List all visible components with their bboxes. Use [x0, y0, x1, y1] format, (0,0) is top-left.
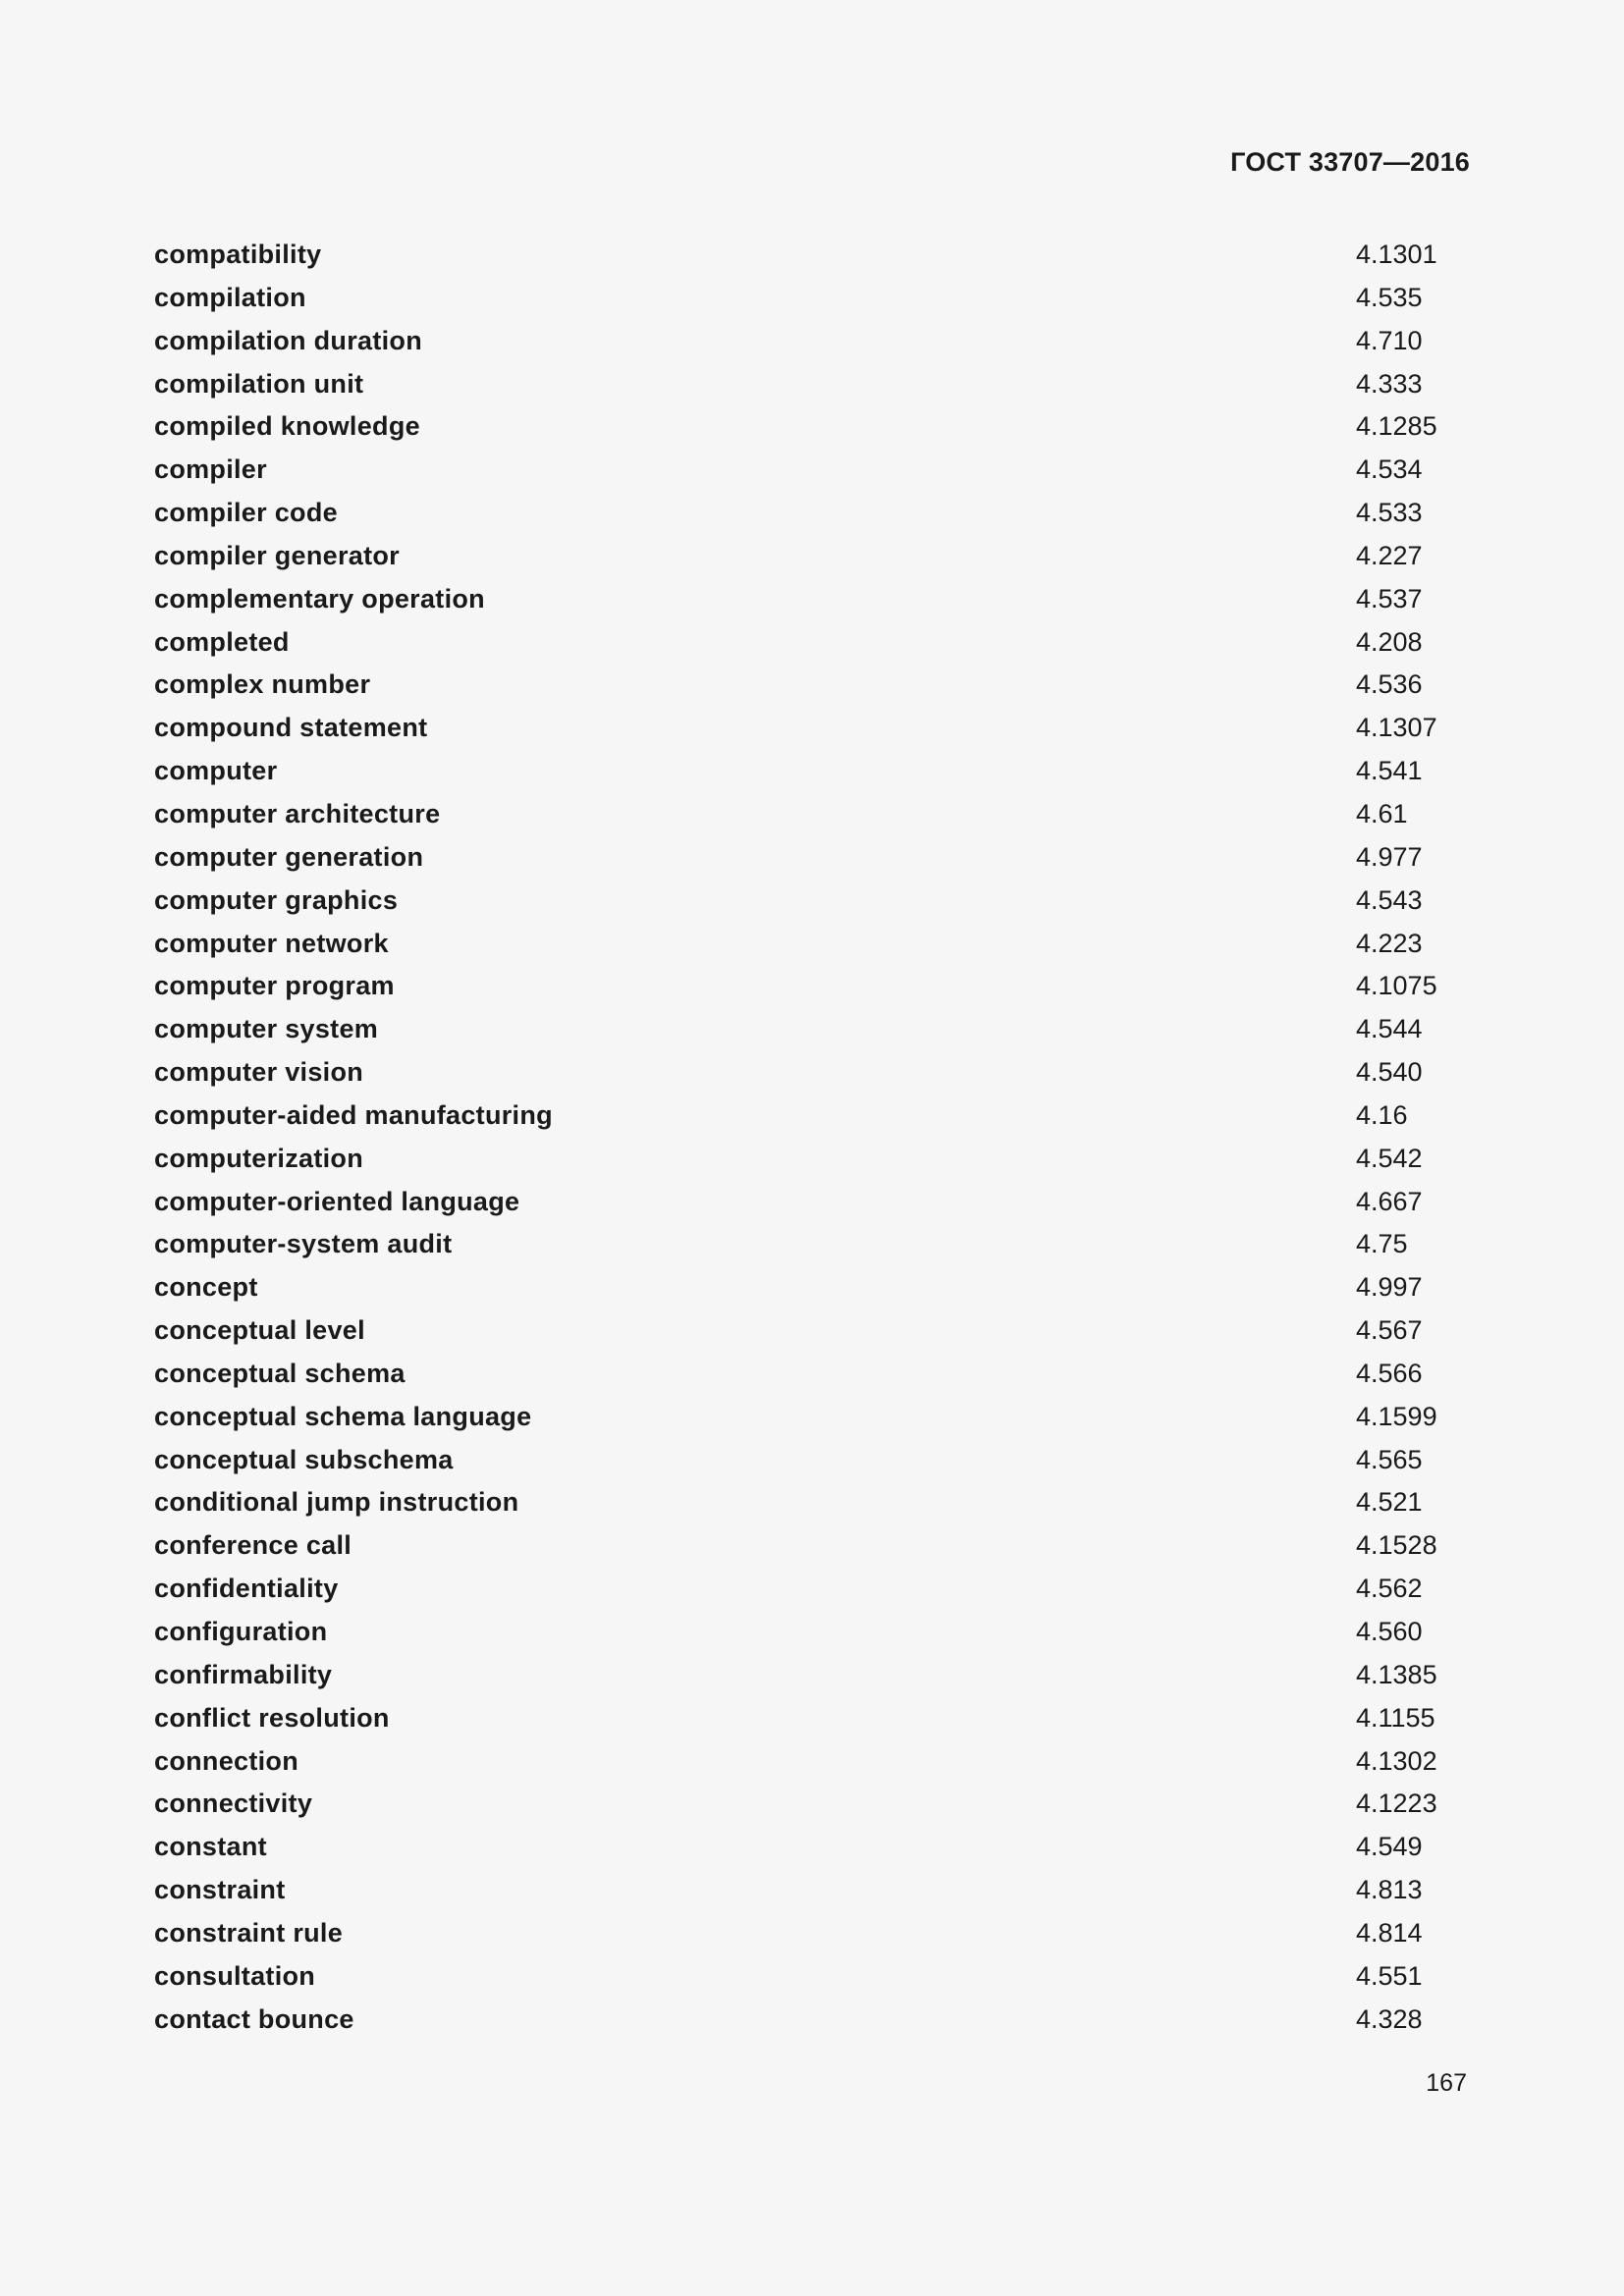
index-term: consultation	[154, 1960, 316, 1991]
index-term: conditional jump instruction	[154, 1487, 519, 1518]
index-term: conceptual schema	[154, 1358, 406, 1388]
index-entry	[154, 1912, 1470, 1955]
index-entry	[154, 1740, 1470, 1784]
index-reference: 4.565	[1356, 1444, 1423, 1474]
index-reference: 4.997	[1356, 1272, 1423, 1303]
index-term: conference call	[154, 1530, 352, 1561]
index-reference: 4.560	[1356, 1617, 1423, 1646]
index-reference: 4.1155	[1356, 1702, 1435, 1733]
index-term: compiler generator	[154, 540, 400, 570]
index-reference: 4.1301	[1356, 240, 1437, 269]
index-reference: 4.208	[1356, 626, 1423, 657]
term-index-list	[154, 234, 1470, 2041]
index-term: compilation	[154, 282, 306, 312]
index-term: computerization	[154, 1143, 364, 1173]
page-number: 167	[1426, 2069, 1467, 2097]
index-entry	[154, 535, 1470, 578]
index-reference: 4.1599	[1356, 1401, 1437, 1431]
index-term: computer system	[154, 1014, 379, 1044]
index-reference: 4.813	[1356, 1875, 1423, 1905]
index-term: computer program	[154, 971, 395, 1001]
index-entry	[154, 1266, 1470, 1309]
index-entry	[154, 1869, 1470, 1912]
index-entry	[154, 1826, 1470, 1869]
index-reference: 4.551	[1356, 1960, 1423, 1991]
index-reference: 4.521	[1356, 1487, 1423, 1518]
index-entry	[154, 1095, 1470, 1138]
index-reference: 4.567	[1356, 1315, 1423, 1346]
index-term: computer vision	[154, 1057, 364, 1088]
index-term: computer generation	[154, 841, 424, 872]
index-reference: 4.710	[1356, 325, 1423, 355]
index-term: constraint	[154, 1875, 286, 1905]
index-reference: 4.223	[1356, 928, 1423, 958]
index-entry	[154, 707, 1470, 750]
index-entry	[154, 578, 1470, 621]
index-term: conflict resolution	[154, 1702, 390, 1733]
index-entry	[154, 1138, 1470, 1181]
index-term: computer	[154, 756, 278, 786]
index-entry	[154, 664, 1470, 707]
index-reference: 4.537	[1356, 583, 1423, 614]
index-reference: 4.667	[1356, 1186, 1423, 1216]
index-reference: 4.1075	[1356, 971, 1437, 1001]
document-header: ГОСТ 33707—2016	[1230, 147, 1470, 177]
index-entry	[154, 1008, 1470, 1051]
index-term: constant	[154, 1832, 267, 1862]
index-reference: 4.1307	[1356, 713, 1437, 743]
index-term: conceptual schema language	[154, 1401, 532, 1431]
index-entry	[154, 1955, 1470, 1999]
index-entry	[154, 880, 1470, 923]
index-reference: 4.1528	[1356, 1530, 1437, 1561]
index-term: compound statement	[154, 713, 428, 743]
index-reference: 4.541	[1356, 756, 1423, 786]
index-entry	[154, 1568, 1470, 1611]
index-entry	[154, 1051, 1470, 1095]
index-reference: 4.977	[1356, 841, 1423, 872]
index-term: computer architecture	[154, 798, 441, 828]
index-term: computer network	[154, 928, 389, 958]
index-entry	[154, 1181, 1470, 1224]
index-reference: 4.227	[1356, 540, 1423, 570]
index-reference: 4.534	[1356, 454, 1423, 485]
index-entry	[154, 405, 1470, 449]
index-reference: 4.1302	[1356, 1745, 1437, 1776]
index-term: compilation unit	[154, 368, 364, 399]
index-reference: 4.549	[1356, 1832, 1423, 1862]
index-term: completed	[154, 626, 290, 657]
index-entry	[154, 1783, 1470, 1826]
index-reference: 4.566	[1356, 1358, 1423, 1388]
index-term: compiled knowledge	[154, 411, 420, 442]
index-entry	[154, 1309, 1470, 1353]
index-reference: 4.533	[1356, 498, 1423, 528]
index-entry	[154, 1353, 1470, 1396]
index-term: compilation duration	[154, 325, 422, 355]
index-reference: 4.333	[1356, 368, 1423, 399]
index-entry	[154, 1654, 1470, 1697]
index-reference: 4.16	[1356, 1099, 1408, 1130]
index-term: confidentiality	[154, 1574, 339, 1604]
index-reference: 4.1223	[1356, 1789, 1437, 1819]
index-term: computer-oriented language	[154, 1186, 520, 1216]
index-reference: 4.562	[1356, 1574, 1423, 1604]
index-term: concept	[154, 1272, 258, 1303]
index-term: confirmability	[154, 1659, 333, 1689]
index-entry	[154, 793, 1470, 836]
index-entry	[154, 1439, 1470, 1482]
index-term: conceptual level	[154, 1315, 365, 1346]
index-term: complex number	[154, 669, 371, 700]
index-term: computer-aided manufacturing	[154, 1099, 553, 1130]
index-term: compiler code	[154, 498, 338, 528]
index-reference: 4.543	[1356, 884, 1423, 915]
index-entry	[154, 1611, 1470, 1654]
index-term: constraint rule	[154, 1917, 344, 1948]
index-reference: 4.61	[1356, 798, 1408, 828]
index-entry	[154, 234, 1470, 277]
index-term: configuration	[154, 1617, 328, 1646]
index-entry	[154, 621, 1470, 665]
index-entry	[154, 320, 1470, 363]
index-term: compiler	[154, 454, 267, 485]
index-term: computer-system audit	[154, 1229, 453, 1259]
index-reference: 4.814	[1356, 1917, 1423, 1948]
index-entry	[154, 836, 1470, 880]
index-term: contact bounce	[154, 2003, 354, 2034]
index-reference: 4.328	[1356, 2003, 1423, 2034]
index-term: connectivity	[154, 1789, 313, 1819]
index-term: compatibility	[154, 240, 322, 269]
index-term: computer graphics	[154, 884, 399, 915]
index-reference: 4.1285	[1356, 411, 1437, 442]
index-term: conceptual subschema	[154, 1444, 454, 1474]
index-entry	[154, 965, 1470, 1008]
index-entry	[154, 1999, 1470, 2042]
index-entry	[154, 363, 1470, 406]
index-term: connection	[154, 1745, 299, 1776]
index-reference: 4.535	[1356, 282, 1423, 312]
index-reference: 4.540	[1356, 1057, 1423, 1088]
index-reference: 4.536	[1356, 669, 1423, 700]
index-entry	[154, 750, 1470, 793]
index-entry	[154, 1223, 1470, 1266]
index-entry	[154, 1524, 1470, 1568]
index-entry	[154, 492, 1470, 535]
index-entry	[154, 1396, 1470, 1439]
index-entry	[154, 1697, 1470, 1740]
index-entry	[154, 923, 1470, 966]
index-term: complementary operation	[154, 583, 485, 614]
index-reference: 4.1385	[1356, 1659, 1437, 1689]
index-reference: 4.75	[1356, 1229, 1408, 1259]
index-reference: 4.542	[1356, 1143, 1423, 1173]
index-entry	[154, 277, 1470, 320]
index-entry	[154, 449, 1470, 492]
index-reference: 4.544	[1356, 1014, 1423, 1044]
index-entry	[154, 1481, 1470, 1524]
